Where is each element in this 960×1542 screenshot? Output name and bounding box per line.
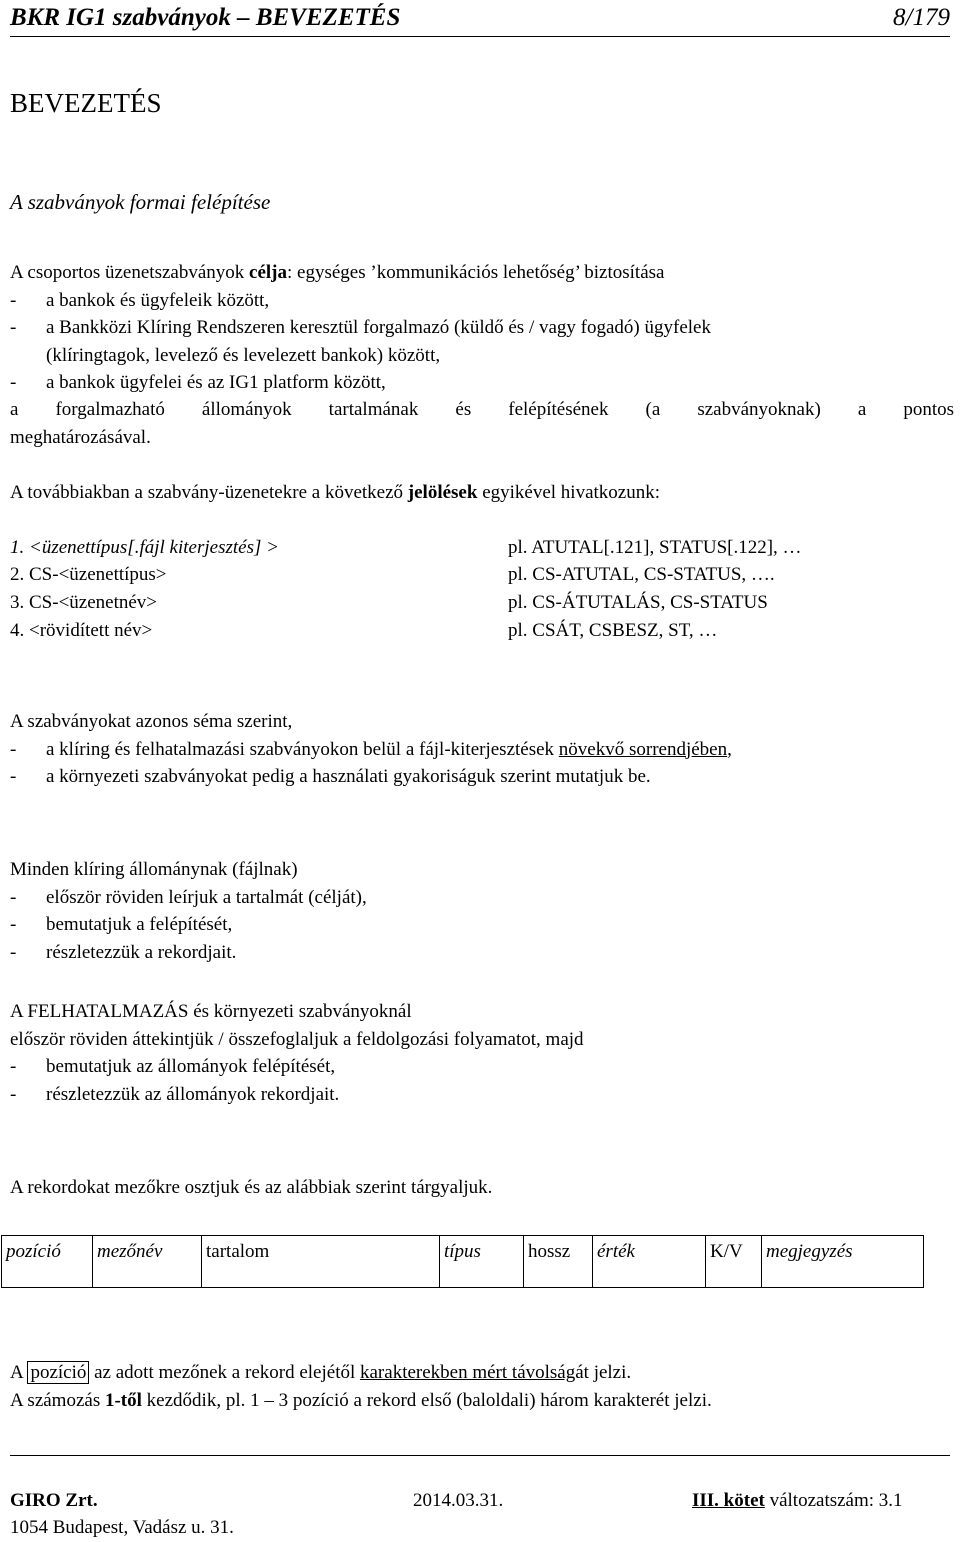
table-cell: hossz — [524, 1236, 593, 1288]
list-item: - a bankok és ügyfeleik között, — [10, 289, 270, 311]
schema-paragraph: A szabványokat azonos séma szerint, - a klíring és felhatalmazási szabványokon belül a fájl-kiterjesztések növekvő sorrendjében, - a környezeti szabványokat pedig a használati gyakoriságuk szerint mutatjuk be. — [10, 708, 732, 791]
list-item: - a Bankközi Klíring Rendszeren keresztül forgalmazó (küldő és / vagy fogadó) ügyfelek — [10, 317, 711, 338]
subsection-heading: A szabványok formai felépítése — [10, 190, 271, 214]
table-cell: érték — [593, 1236, 706, 1288]
intro-closing-cont: meghatározásával. — [10, 427, 151, 448]
table-row — [2, 1236, 924, 1288]
notation-lead: A továbbiakban a szabvány-üzenetekre a következő jelölések egyikével hivatkozunk: — [10, 482, 660, 503]
page-header — [10, 2, 950, 37]
footer-date: 2014.03.31. — [413, 1490, 504, 1511]
mandate-paragraph: A FELHATALMAZÁS és környezeti szabványoknál először röviden áttekintjük / összefoglaljuk a feldolgozási folyamatot, majd - bemutatjuk az állományok felépítését, - részletezzük az állományok rekordjait. — [10, 998, 584, 1108]
notation-row: 3. CS-<üzenetnév> pl. CS-ÁTUTALÁS, CS-STATUS — [10, 592, 768, 613]
notation-row: 2. CS-<üzenettípus> pl. CS-ATUTAL, CS-STATUS, …. — [10, 564, 775, 585]
table-cell: megjegyzés — [762, 1236, 924, 1288]
intro-closing: a forgalmazható állományok tartalmának és felépítésének (a szabványoknak) a pontos — [10, 399, 954, 420]
table-cell: K/V — [706, 1236, 762, 1288]
list-item: - bemutatjuk az állományok felépítését, — [10, 1056, 336, 1077]
table-cell: típus — [440, 1236, 524, 1288]
field-structure-table — [1, 1235, 924, 1288]
boxed-term: pozíció — [27, 1361, 89, 1384]
section-heading: BEVEZETÉS — [10, 88, 162, 118]
footer-version: III. kötet változatszám: 3.1 — [692, 1490, 903, 1511]
list-item: - először röviden leírjuk a tartalmát (célját), — [10, 886, 367, 908]
list-item: - részletezzük a rekordjait. — [10, 941, 237, 963]
notation-row: 4. <rövidített név> pl. CSÁT, CSBESZ, ST, … — [10, 620, 718, 641]
intro-paragraph: A csoportos üzenetszabványok célja: egységes ’kommunikációs lehetőség’ biztosítása - a bankok és ügyfeleik között, - a Bankközi Klíring Rendszeren keresztül forgalmazó (küldő és / vagy fogadó) ügyfelek (klíringtagok, levelező és levelezett bankok) között, - a bankok ügyfelei és az IG1 platform között, — [10, 259, 711, 397]
notation-list — [10, 537, 802, 648]
position-paragraph: A pozíció az adott mezőnek a rekord elejétől karakterekben mért távolságát jelzi. A számozás 1-től kezdődik, pl. 1 – 3 pozíció a rekord első (baloldali) három karakterét jelzi. — [10, 1362, 712, 1411]
list-item: - a klíring és felhatalmazási szabványokon belül a fájl-kiterjesztések növekvő sorrendjében, — [10, 738, 732, 760]
table-cell: pozíció — [2, 1236, 93, 1288]
list-item: - a bankok ügyfelei és az IG1 platform között, — [10, 372, 386, 393]
footer-address: 1054 Budapest, Vadász u. 31. — [10, 1517, 234, 1538]
table-cell: tartalom — [202, 1236, 440, 1288]
notation-row: 1. <üzenettípus[.fájl kiterjesztés] > pl. ATUTAL[.121], STATUS[.122], … — [10, 537, 802, 558]
footer-divider — [10, 1455, 950, 1456]
document-title: BKR IG1 szabványok – BEVEZETÉS — [10, 4, 401, 31]
clearing-paragraph: Minden klíring állománynak (fájlnak) - először röviden leírjuk a tartalmát (célját), - bemutatjuk a felépítését, - részletezzük a rekordjait. — [10, 856, 367, 966]
list-item: - részletezzük az állományok rekordjait. — [10, 1083, 340, 1105]
list-item: - a környezeti szabványokat pedig a használati gyakoriságuk szerint mutatjuk be. — [10, 766, 651, 787]
list-item: - bemutatjuk a felépítését, — [10, 914, 233, 935]
table-cell: mezőnév — [93, 1236, 202, 1288]
footer-company: GIRO Zrt. — [10, 1490, 98, 1511]
page-number: 8/179 — [893, 4, 950, 31]
records-lead: A rekordokat mezőkre osztjuk és az alábbiak szerint tárgyaljuk. — [10, 1177, 493, 1198]
